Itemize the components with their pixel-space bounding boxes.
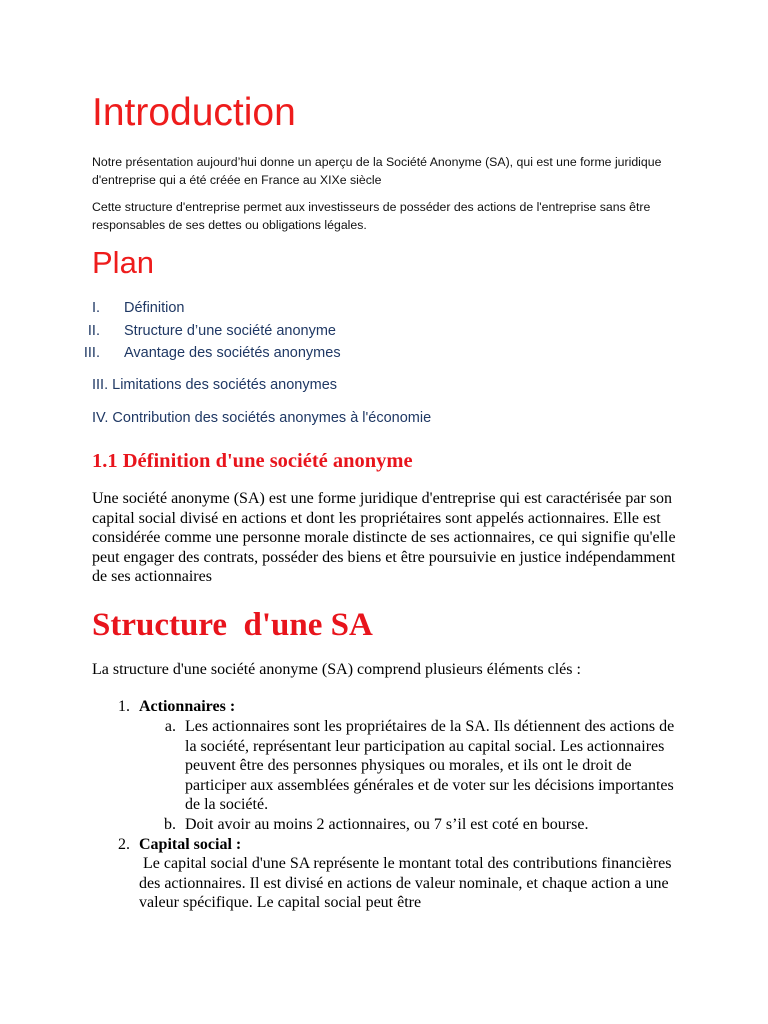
structure-intro: La structure d'une société anonyme (SA) comprend plusieurs éléments clés : [92,661,581,678]
list-item-title: Capital social : [139,836,242,853]
plan-item-limitations: III. Limitations des sociétés anonymes [92,377,338,393]
plan-item-number: II. [87,323,100,339]
list-item-text: Le capital social d'une SA représente le montant total des contributions financières des actionnaires. Il est divisé en actions de valeur nominale, et chaque action a une valeur spécifique. Le capital social peut être [139,855,676,912]
plan-item-label: Structure d’une société anonyme [124,323,336,339]
plan-item-number: I. [91,300,100,316]
plan-item-number: III. [83,345,100,361]
plan-heading: Plan [92,245,155,280]
sublist-letter: a. [164,718,176,735]
intro-paragraph-2: Cette structure d'entreprise permet aux investisseurs de posséder des actions de l'entreprise sans être responsables de ses dettes ou obligations légales. [92,200,651,232]
list-number: 2. [118,836,130,853]
list-number: 1. [118,698,130,715]
definition-heading: 1.1 Définition d'une société anonyme [92,450,413,472]
plan-item-contribution: IV. Contribution des sociétés anonymes à l'économie [92,410,432,426]
plan-item-label: Définition [124,300,185,316]
sublist-item-text: Les actionnaires sont les propriétaires de la SA. Ils détiennent des actions de la société, représentant leur participation au capital social. Les actionnaires peuvent être des personnes physiques ou morales, et ils ont le droit de participer aux assemblées générales et de voter sur les décisions importantes de la société. [185,718,675,814]
structure-heading: Structure d'une SA [92,607,373,643]
intro-heading: Introduction [92,91,296,134]
list-item-title: Actionnaires : [139,698,236,715]
definition-text: Une société anonyme (SA) est une forme juridique d'entreprise qui est caractérisée par son capital social divisé en actions et dont les propriétaires sont appelés actionnaires. Elle est considérée comme une personne morale distincte de ses actionnaires, ce qui signifie qu'elle peut engager des contrats, posséder des biens et être poursuivie en justice indépendamment de ses actionnaires [92,490,676,586]
intro-paragraph-1: Notre présentation aujourd’hui donne un aperçu de la Société Anonyme (SA), qui est une forme juridique d'entreprise qui a été créée en France au XIXe siècle [92,155,662,187]
plan-item-label: Avantage des sociétés anonymes [124,345,341,361]
sublist-letter: b. [164,816,176,833]
sublist-item-text: Doit avoir au moins 2 actionnaires, ou 7 s’il est coté en bourse. [185,816,589,833]
